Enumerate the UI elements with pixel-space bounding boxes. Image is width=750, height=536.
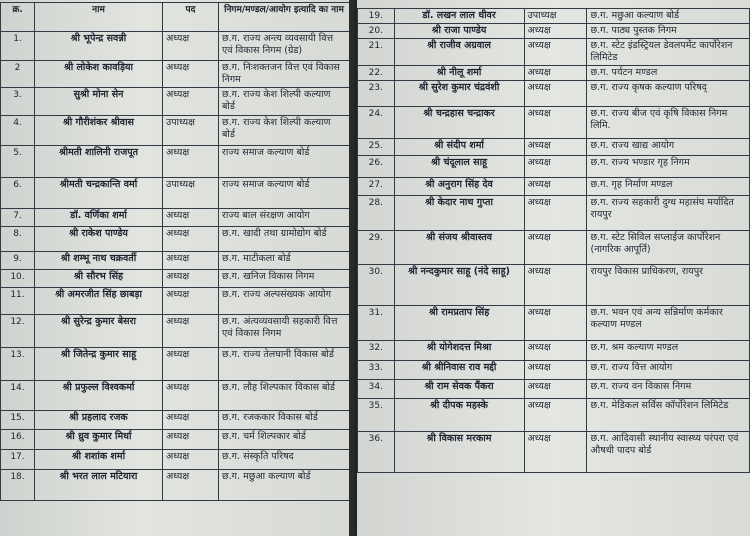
name-cell: सुश्री मोना सेन (35, 88, 163, 116)
table-row (358, 81, 750, 107)
name-cell: श्री सुरेन्द्र कुमार बेसरा (35, 315, 163, 348)
organization-cell: छ.ग. राज्य केश शिल्पी कल्याण बोर्ड (219, 88, 350, 116)
name-cell: श्री सुरेश कुमार चंद्रवंशी (394, 81, 524, 107)
header-organization: निगम/मण्डल/आयोग इत्यादि का नाम (219, 3, 350, 32)
name-cell: श्री संजय श्रीवास्तव (394, 231, 524, 265)
organization-cell: छ.ग. रजककार विकास बोर्ड (219, 411, 350, 430)
table-row (1, 116, 350, 146)
table-row (358, 66, 750, 81)
post-cell: अध्यक्ष (163, 381, 219, 411)
serial-cell: 14. (1, 381, 35, 411)
post-cell: अध्यक्ष (524, 139, 587, 156)
name-cell: श्री केदार नाथ गुप्ता (394, 196, 524, 231)
serial-cell: 29. (358, 231, 395, 265)
name-cell: श्री राजा पाण्डेय (394, 24, 524, 39)
name-cell: श्री अमरजीत सिंह छाबड़ा (35, 288, 163, 315)
table-row (1, 470, 350, 501)
table-row (358, 432, 750, 473)
post-cell: अध्यक्ष (524, 399, 587, 432)
table-row (358, 107, 750, 139)
organization-cell: रायपुर विकास प्राधिकरण, रायपुर (587, 265, 750, 306)
table-row (358, 399, 750, 432)
serial-cell: 12. (1, 315, 35, 348)
serial-cell: 6. (1, 178, 35, 209)
name-cell: श्री सौरभ सिंह (35, 270, 163, 288)
table-row (1, 227, 350, 252)
serial-cell: 35. (358, 399, 395, 432)
organization-cell: छ.ग. राज्य वित्त आयोग (587, 361, 750, 380)
organization-cell: राज्य समाज कल्याण बोर्ड (219, 178, 350, 209)
serial-cell: 9. (1, 252, 35, 270)
table-row (1, 146, 350, 178)
table-row (1, 209, 350, 227)
name-cell: श्री चंदूलाल साहू (394, 156, 524, 178)
post-cell: अध्यक्ष (163, 146, 219, 178)
header-post: पद (163, 3, 219, 32)
post-cell: अध्यक्ष (163, 430, 219, 450)
serial-cell: 4. (1, 116, 35, 146)
organization-cell: छ.ग. निःशक्तजन वित्त एवं विकास निगम (219, 61, 350, 88)
name-cell: श्री प्रहलाद रजक (35, 411, 163, 430)
table-row (1, 88, 350, 116)
name-cell: श्री राम सेवक पैंकरा (394, 380, 524, 399)
organization-cell: छ.ग. मछुआ कल्याण बोर्ड (219, 470, 350, 501)
table-row (358, 306, 750, 341)
serial-cell: 24. (358, 107, 395, 139)
table-row (358, 231, 750, 265)
name-cell: श्री चन्द्रहास चन्द्राकर (394, 107, 524, 139)
table-row (358, 24, 750, 39)
serial-cell: 27. (358, 178, 395, 196)
organization-cell: राज्य समाज कल्याण बोर्ड (219, 146, 350, 178)
table-row (1, 430, 350, 450)
name-cell: श्री संदीप शर्मा (394, 139, 524, 156)
organization-cell: छ.ग. लौह शिल्पकार विकास बोर्ड (219, 381, 350, 411)
post-cell: अध्यक्ष (524, 380, 587, 399)
table-row (1, 270, 350, 288)
post-cell: अध्यक्ष (163, 61, 219, 88)
post-cell: अध्यक्ष (524, 432, 587, 473)
organization-cell: छ.ग. मछुआ कल्याण बोर्ड (587, 9, 750, 24)
serial-cell: 33. (358, 361, 395, 380)
name-cell: डॉ. लखन लाल धीवर (394, 9, 524, 24)
organization-cell: छ.ग. राज्य सहकारी दुग्ध महासंघ मर्यादित रायपुर (587, 196, 750, 231)
table-row (358, 380, 750, 399)
organization-cell: छ.ग. मेडिकल सर्विस कॉर्पोरेशन लिमिटेड (587, 399, 750, 432)
serial-cell: 19. (358, 9, 395, 24)
serial-cell: 36. (358, 432, 395, 473)
serial-cell: 11. (1, 288, 35, 315)
organization-cell: छ.ग. राज्य वन विकास निगम (587, 380, 750, 399)
table-row (1, 61, 350, 88)
post-cell: अध्यक्ष (524, 81, 587, 107)
page-gap (349, 0, 357, 536)
name-cell: श्रीमती शालिनी राजपूत (35, 146, 163, 178)
post-cell: अध्यक्ष (524, 341, 587, 361)
post-cell: उपाध्यक्ष (524, 9, 587, 24)
post-cell: अध्यक्ष (524, 178, 587, 196)
organization-cell: छ.ग. राज्य केश शिल्पी कल्याण बोर्ड (219, 116, 350, 146)
name-cell: श्रीमती चन्द्रकान्ति वर्मा (35, 178, 163, 209)
serial-cell: 3. (1, 88, 35, 116)
post-cell: अध्यक्ष (524, 107, 587, 139)
post-cell: अध्यक्ष (163, 411, 219, 430)
name-cell: डॉ. वर्णिका शर्मा (35, 209, 163, 227)
table-row (358, 156, 750, 178)
post-cell: अध्यक्ष (524, 265, 587, 306)
post-cell: अध्यक्ष (163, 315, 219, 348)
serial-cell: 23. (358, 81, 395, 107)
serial-cell: 30. (358, 265, 395, 306)
table-row (358, 39, 750, 66)
organization-cell: छ.ग. पर्यटन मण्डल (587, 66, 750, 81)
table-row (1, 348, 350, 381)
post-cell: अध्यक्ष (163, 88, 219, 116)
appointments-table-right (357, 8, 750, 473)
serial-cell: 8. (1, 227, 35, 252)
name-cell: श्री राकेश पाण्डेय (35, 227, 163, 252)
name-cell: श्री विकास मरकाम (394, 432, 524, 473)
table-row (1, 288, 350, 315)
table-row (358, 9, 750, 24)
serial-cell: 32. (358, 341, 395, 361)
serial-cell: 22. (358, 66, 395, 81)
name-cell: श्री शशांक शर्मा (35, 450, 163, 470)
post-cell: अध्यक्ष (163, 227, 219, 252)
name-cell: श्री नन्दकुमार साहू (नंदे साहू) (394, 265, 524, 306)
serial-cell: 28. (358, 196, 395, 231)
post-cell: अध्यक्ष (524, 361, 587, 380)
table-row (1, 381, 350, 411)
name-cell: श्री राजीव अग्रवाल (394, 39, 524, 66)
post-cell: अध्यक्ष (163, 470, 219, 501)
serial-cell: 26. (358, 156, 395, 178)
name-cell: श्री भूपेन्द्र सवन्नी (35, 32, 163, 61)
post-cell: अध्यक्ष (524, 196, 587, 231)
appointments-table-left (0, 2, 349, 501)
table-row (1, 178, 350, 209)
left-document-page (0, 0, 349, 536)
serial-cell: 10. (1, 270, 35, 288)
organization-cell: छ.ग. स्टेट सिविल सप्लाईज कार्पोरेशन (नागरिक आपूर्ति) (587, 231, 750, 265)
organization-cell: छ.ग. खनिज विकास निगम (219, 270, 350, 288)
post-cell: अध्यक्ष (163, 288, 219, 315)
organization-cell: छ.ग. राज्य खाद्य आयोग (587, 139, 750, 156)
post-cell: उपाध्यक्ष (163, 116, 219, 146)
post-cell: अध्यक्ष (524, 66, 587, 81)
organization-cell: छ.ग. चर्म शिल्पकार बोर्ड (219, 430, 350, 450)
organization-cell: राज्य बाल संरक्षण आयोग (219, 209, 350, 227)
post-cell: अध्यक्ष (163, 209, 219, 227)
serial-cell: 34. (358, 380, 395, 399)
serial-cell: 25. (358, 139, 395, 156)
serial-cell: 18. (1, 470, 35, 501)
name-cell: श्री जितेन्द्र कुमार साहू (35, 348, 163, 381)
post-cell: अध्यक्ष (524, 156, 587, 178)
name-cell: श्री शम्भू नाथ चक्रवर्ती (35, 252, 163, 270)
organization-cell: छ.ग. माटीकला बोर्ड (219, 252, 350, 270)
post-cell: अध्यक्ष (524, 39, 587, 66)
table-row (358, 361, 750, 380)
post-cell: अध्यक्ष (163, 32, 219, 61)
name-cell: श्री दीपक महस्के (394, 399, 524, 432)
table-row (1, 411, 350, 430)
organization-cell: छ.ग. राज्य कृषक कल्याण परिषद् (587, 81, 750, 107)
serial-cell: 16. (1, 430, 35, 450)
serial-cell: 13. (1, 348, 35, 381)
table-row (358, 178, 750, 196)
post-cell: अध्यक्ष (163, 270, 219, 288)
serial-cell: 20. (358, 24, 395, 39)
organization-cell: छ.ग. भवन एवं अन्य सन्निर्माण कर्मकार कल्याण मण्डल (587, 306, 750, 341)
post-cell: अध्यक्ष (163, 450, 219, 470)
table-row (1, 252, 350, 270)
table-row (1, 315, 350, 348)
table-row (358, 139, 750, 156)
table-row (1, 32, 350, 61)
post-cell: अध्यक्ष (163, 252, 219, 270)
serial-cell: 21. (358, 39, 395, 66)
header-serial: क्र. (1, 3, 35, 32)
organization-cell: छ.ग. आदिवासी स्थानीय स्वास्थ्य परंपरा एवं औषधी पादप बोर्ड (587, 432, 750, 473)
name-cell: श्री प्रफुल्ल विश्वकर्मा (35, 381, 163, 411)
name-cell: श्री योगेशदत्त मिश्रा (394, 341, 524, 361)
table-row (358, 196, 750, 231)
right-document-page (357, 0, 750, 536)
serial-cell: 17. (1, 450, 35, 470)
name-cell: श्री भरत लाल मटियारा (35, 470, 163, 501)
table-row (358, 265, 750, 306)
table-body-left (1, 32, 350, 501)
name-cell: श्री अनुराग सिंह देव (394, 178, 524, 196)
organization-cell: छ.ग. राज्य अल्पसंख्यक आयोग (219, 288, 350, 315)
serial-cell: 1. (1, 32, 35, 61)
organization-cell: छ.ग. राज्य बीज एवं कृषि विकास निगम लिमि. (587, 107, 750, 139)
name-cell: श्री नीलू शर्मा (394, 66, 524, 81)
organization-cell: छ.ग. खादी तथा ग्रामोद्योग बोर्ड (219, 227, 350, 252)
header-name: नाम (35, 3, 163, 32)
serial-cell: 2 (1, 61, 35, 88)
organization-cell: छ.ग. राज्य तेलघानी विकास बोर्ड (219, 348, 350, 381)
organization-cell: छ.ग. पाठ्य पुस्तक निगम (587, 24, 750, 39)
organization-cell: छ.ग. अंत्यव्यवसायी सहकारी वित्त एवं विकास निगम (219, 315, 350, 348)
organization-cell: छ.ग. संस्कृति परिषद (219, 450, 350, 470)
organization-cell: छ.ग. राज्य भण्डार गृह निगम (587, 156, 750, 178)
serial-cell: 15. (1, 411, 35, 430)
name-cell: श्री रामप्रताप सिंह (394, 306, 524, 341)
organization-cell: छ.ग. स्टेट इंडस्ट्रियल डेवलपमेंट कार्पोरेशन लिमिटेड (587, 39, 750, 66)
post-cell: अध्यक्ष (524, 306, 587, 341)
table-body-right (358, 9, 750, 473)
organization-cell: छ.ग. श्रम कल्याण मण्डल (587, 341, 750, 361)
name-cell: श्री गौरीशंकर श्रीवास (35, 116, 163, 146)
table-row (358, 341, 750, 361)
post-cell: उपाध्यक्ष (163, 178, 219, 209)
name-cell: श्री ध्रुव कुमार मिर्धा (35, 430, 163, 450)
post-cell: अध्यक्ष (524, 231, 587, 265)
name-cell: श्री लोकेश कावड़िया (35, 61, 163, 88)
organization-cell: छ.ग. गृह निर्माण मण्डल (587, 178, 750, 196)
organization-cell: छ.ग. राज्य अन्त्य व्यवसायी वित्त एवं विकास निगम (ग्रेड) (219, 32, 350, 61)
post-cell: अध्यक्ष (524, 24, 587, 39)
serial-cell: 5. (1, 146, 35, 178)
serial-cell: 31. (358, 306, 395, 341)
table-row (1, 450, 350, 470)
post-cell: अध्यक्ष (163, 348, 219, 381)
name-cell: श्री श्रीनिवास राव मद्दी (394, 361, 524, 380)
table-header-row (1, 3, 350, 32)
serial-cell: 7. (1, 209, 35, 227)
